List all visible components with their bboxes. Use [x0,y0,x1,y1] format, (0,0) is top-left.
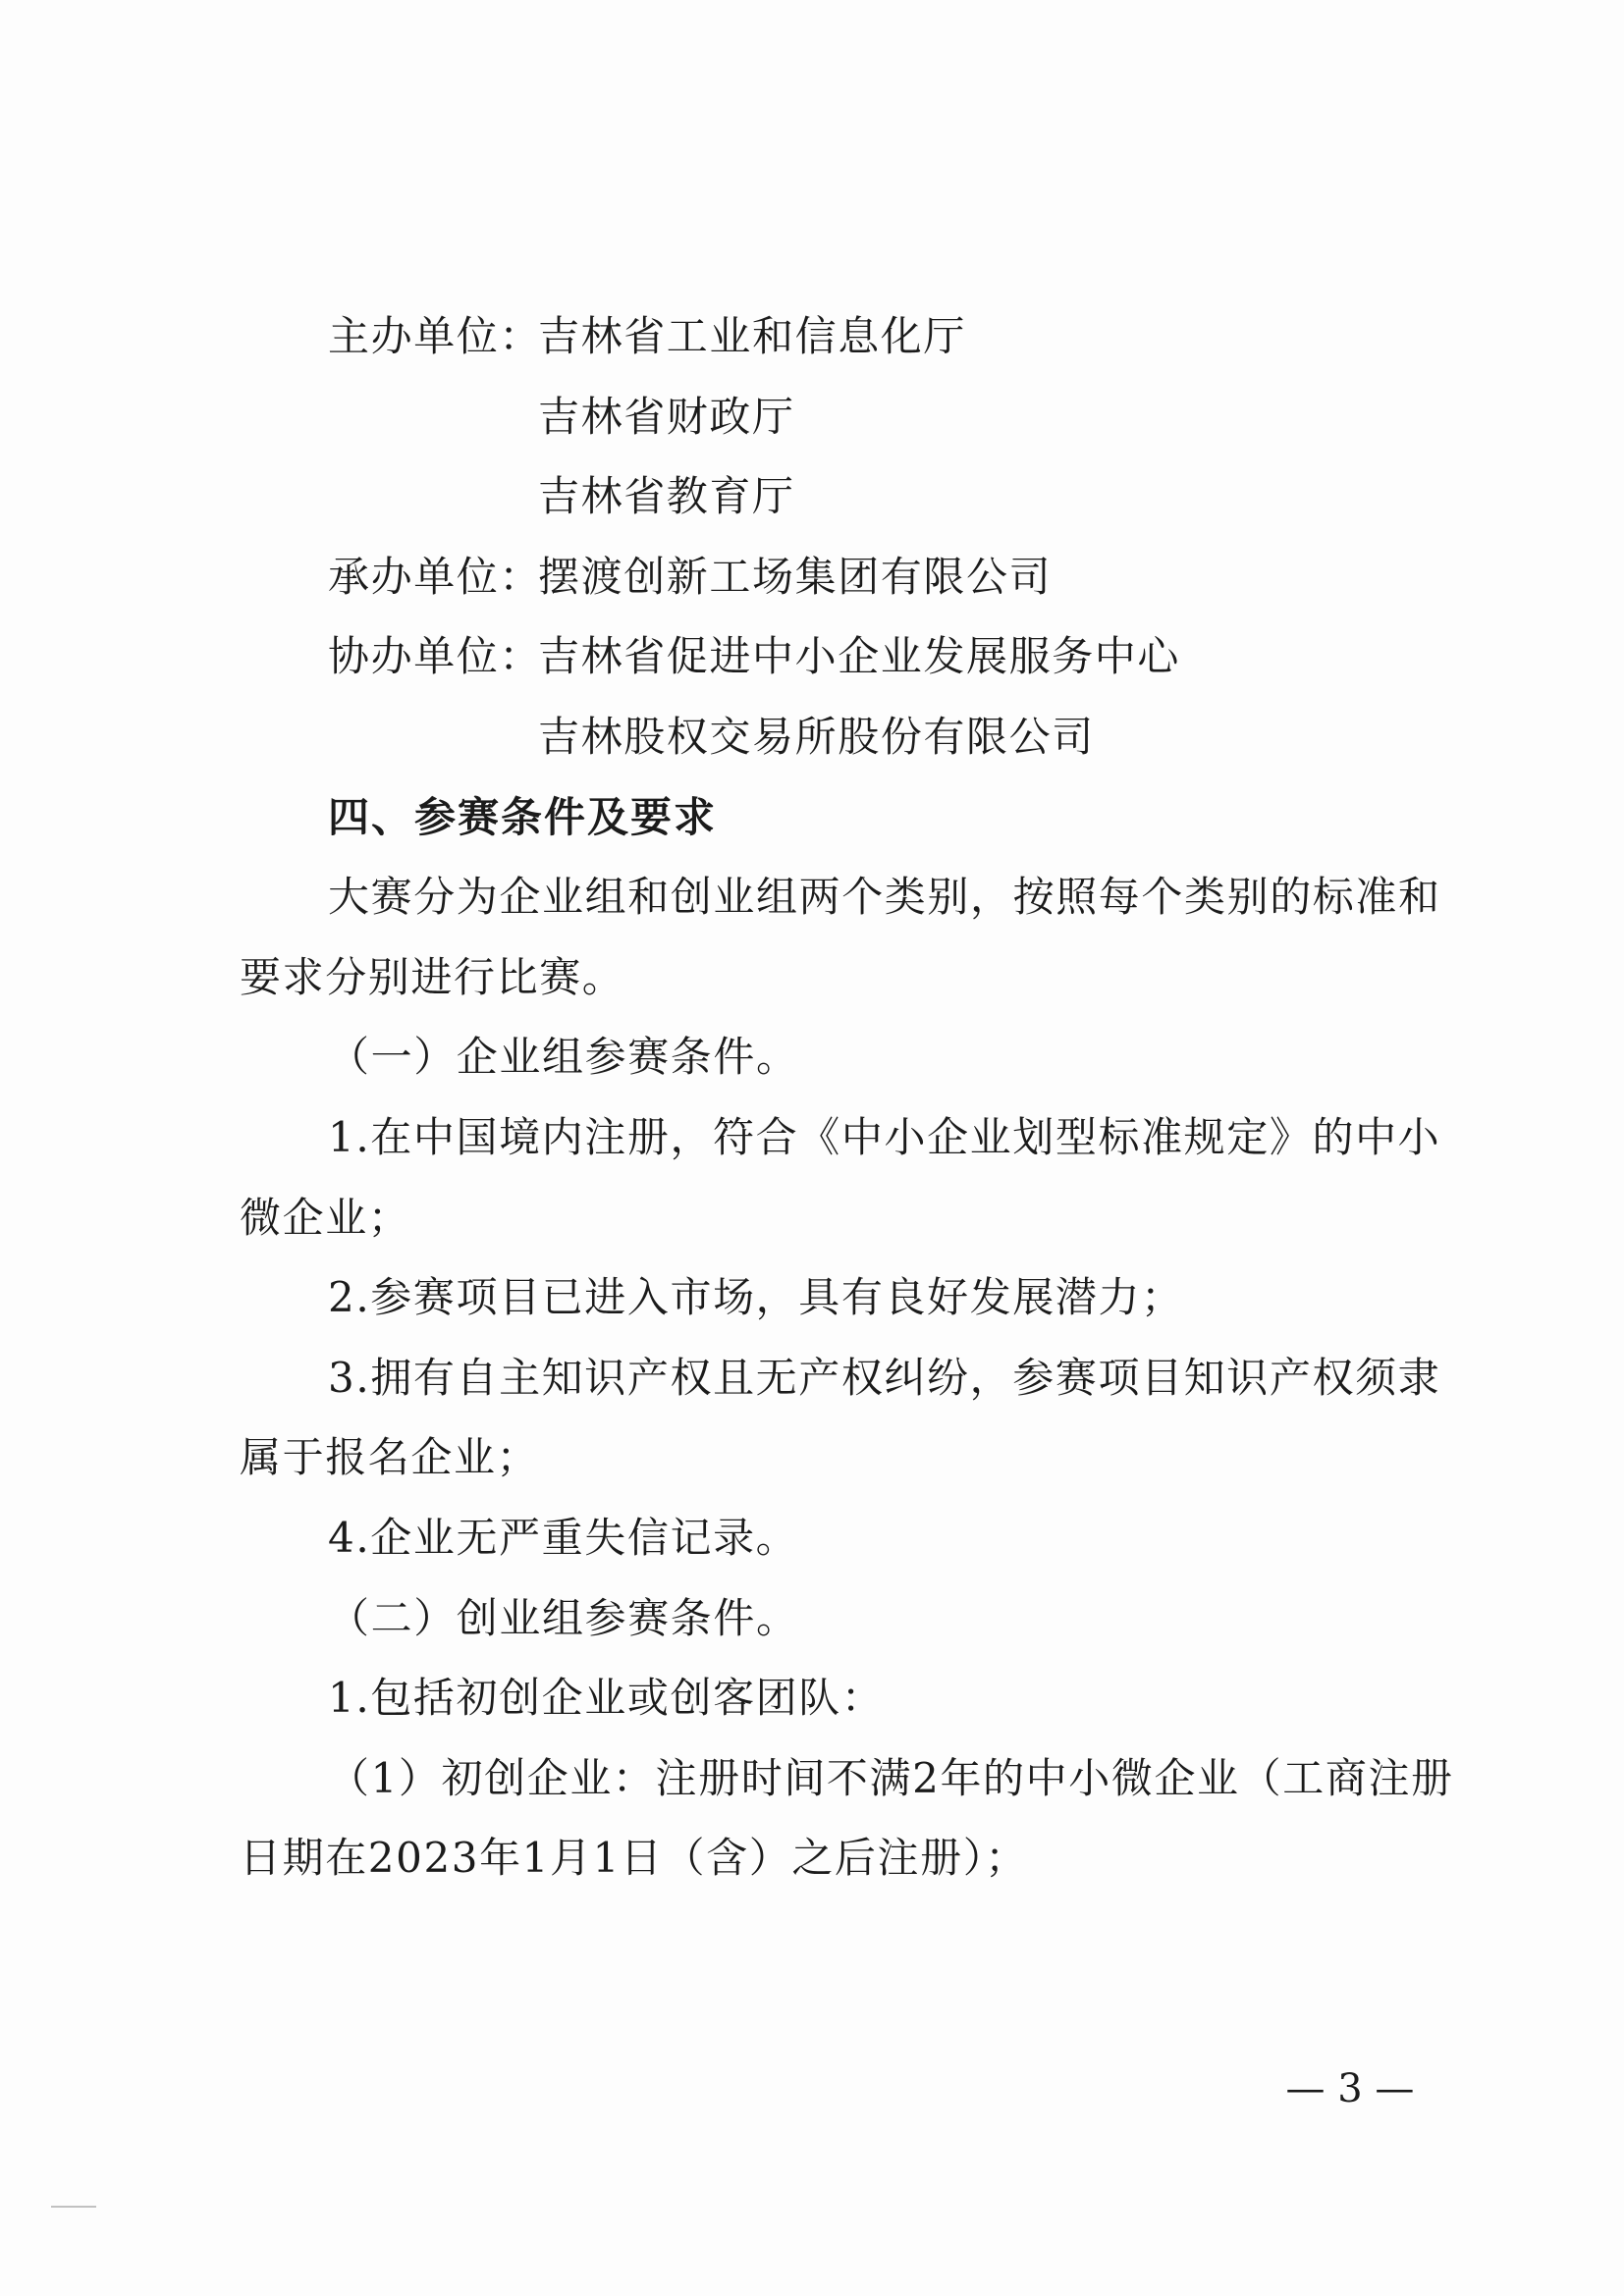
list-item-line: 日期在2023年1月1日（含）之后注册）； [240,1834,1028,1882]
organizer-unit: 吉林省财政厅 [538,393,795,441]
organizer-label-co-organizer: 协办单位： [328,632,543,680]
section-heading: 四、参赛条件及要求 [328,793,718,841]
organizer-unit: 吉林省教育厅 [538,472,795,520]
organizer-unit: 吉林股权交易所股份有限公司 [538,713,1095,761]
paragraph-line: 要求分别进行比赛。 [240,953,625,1001]
list-item-line: 微企业； [240,1194,411,1242]
organizer-label-host: 主办单位： [328,312,543,360]
scan-artifact-mark [51,2206,96,2208]
list-item-line: 1.包括初创企业或创客团队： [328,1674,885,1722]
list-item-line: 2.参赛项目已进入市场，具有良好发展潜力； [328,1273,1184,1321]
subsection-heading-enterprise: （一）企业组参赛条件。 [328,1033,799,1081]
subsection-heading-startup: （二）创业组参赛条件。 [328,1594,799,1642]
organizer-unit: 吉林省促进中小企业发展服务中心 [538,632,1181,680]
organizer-unit: 吉林省工业和信息化厅 [538,312,967,360]
list-item-line: 4.企业无严重失信记录。 [328,1514,799,1562]
paragraph-line: 大赛分为企业组和创业组两个类别，按照每个类别的标准和 [328,873,1441,921]
organizer-label-undertaker: 承办单位： [328,553,543,601]
organizer-unit: 摆渡创新工场集团有限公司 [538,553,1053,601]
list-item-line: （1）初创企业：注册时间不满2年的中小微企业（工商注册 [328,1754,1454,1802]
page-number: — 3 — [1285,2066,1415,2111]
list-item-line: 3.拥有自主知识产权且无产权纠纷，参赛项目知识产权须隶 [328,1354,1441,1402]
list-item-line: 1.在中国境内注册，符合《中小企业划型标准规定》的中小 [328,1113,1441,1161]
list-item-line: 属于报名企业； [240,1433,540,1481]
